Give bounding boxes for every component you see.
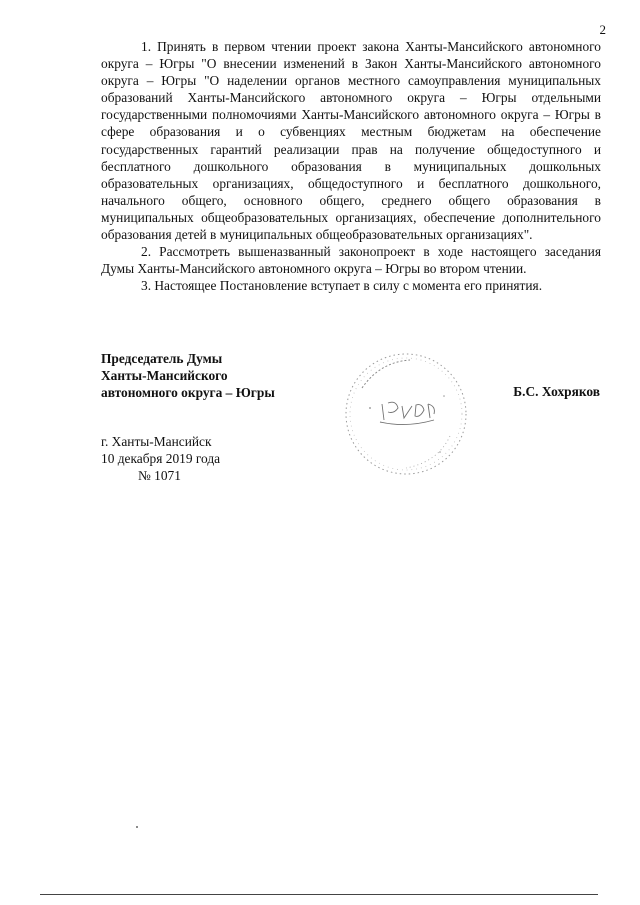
signatory-title-line-3: автономного округа – Югры	[101, 385, 275, 400]
bottom-rule	[40, 894, 598, 895]
signatory-title	[101, 350, 275, 401]
paragraph-1: 1. Принять в первом чтении проект закона Ханты-Мансийского автономного округа – Югры "О внесении изменений в Закон Ханты-Мансийского автономного округа – Югры "О наделении органов местного самоуправления муниципальных образований Ханты-Мансийского автономного округа – Югры отдельными государственными полномочиями Ханты-Мансийского автономного округа – Югры в сфере образования и о субвенциях местным бюджетам на обеспечение государственных гарантий реализации прав на получение общедоступного и бесплатного дошкольного образования в муниципальных дошкольных образовательных организациях, общедоступного и бесплатного дошкольного, начального общего, основного общего, среднего общего образования в муниципальных общеобразовательных организациях, обеспечение дополнительного образования детей в муниципальных общеобразовательных организациях".	[101, 39, 601, 243]
city: г. Ханты-Мансийск	[101, 434, 212, 449]
signatory-name: Б.С. Хохряков	[513, 384, 600, 399]
signatory-title-line-1: Председатель Думы	[101, 351, 223, 366]
paragraph-2: 2. Рассмотреть вышеназванный законопроект в ходе настоящего заседания Думы Ханты-Мансийского автономного округа – Югры во втором чтении.	[101, 244, 601, 277]
page-number: 2	[599, 22, 606, 37]
scan-speck	[136, 826, 138, 828]
date: 10 декабря 2019 года	[101, 451, 221, 466]
seal-stamp-icon	[340, 348, 472, 480]
paragraph-3: 3. Настоящее Постановление вступает в силу с момента его принятия.	[141, 278, 543, 294]
document-number: № 1071	[138, 468, 181, 483]
signatory-title-line-2: Ханты-Мансийского	[101, 368, 228, 383]
place-date-block	[101, 433, 220, 484]
resolution-body	[101, 38, 601, 294]
